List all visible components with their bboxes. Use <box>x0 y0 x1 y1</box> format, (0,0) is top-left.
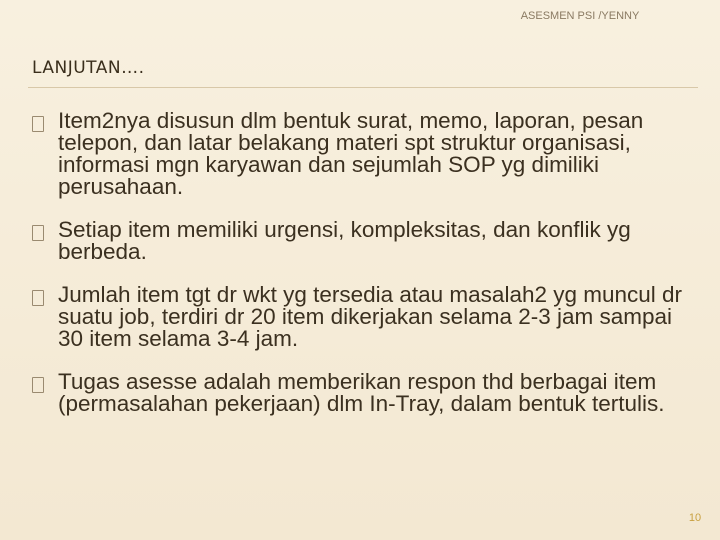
slide-title: LANJUTAN…. <box>32 58 145 78</box>
list-item <box>30 219 695 263</box>
bullet-icon <box>30 371 58 393</box>
list-item-text: Jumlah item tgt dr wkt yg tersedia atau masalah2 yg muncul dr suatu job, terdiri dr 20 item dikerjakan selama 2-3 jam sampai 30 item selama 3-4 jam. <box>58 282 683 351</box>
bullet-list <box>30 110 695 436</box>
page-number: 10 <box>688 512 702 524</box>
list-item <box>30 110 695 198</box>
list-item <box>30 284 695 350</box>
list-item-text: Item2nya disusun dlm bentuk surat, memo, laporan, pesan telepon, dan latar belakang materi spt struktur organisasi, informasi mgn karyawan dan sejumlah SOP yg dimiliki perusahaan. <box>58 108 644 199</box>
list-item-text: Tugas asesse adalah memberikan respon thd berbagai item (permasalahan pekerjaan) dlm In-Tray, dalam bentuk tertulis. <box>58 369 665 416</box>
bullet-icon <box>30 284 58 306</box>
header-note: ASESMEN PSI /YENNY <box>520 10 640 22</box>
list-item <box>30 371 695 415</box>
bullet-icon <box>30 110 58 132</box>
title-divider <box>28 87 698 88</box>
bullet-icon <box>30 219 58 241</box>
list-item-text: Setiap item memiliki urgensi, kompleksitas, dan konflik yg berbeda. <box>58 217 631 264</box>
